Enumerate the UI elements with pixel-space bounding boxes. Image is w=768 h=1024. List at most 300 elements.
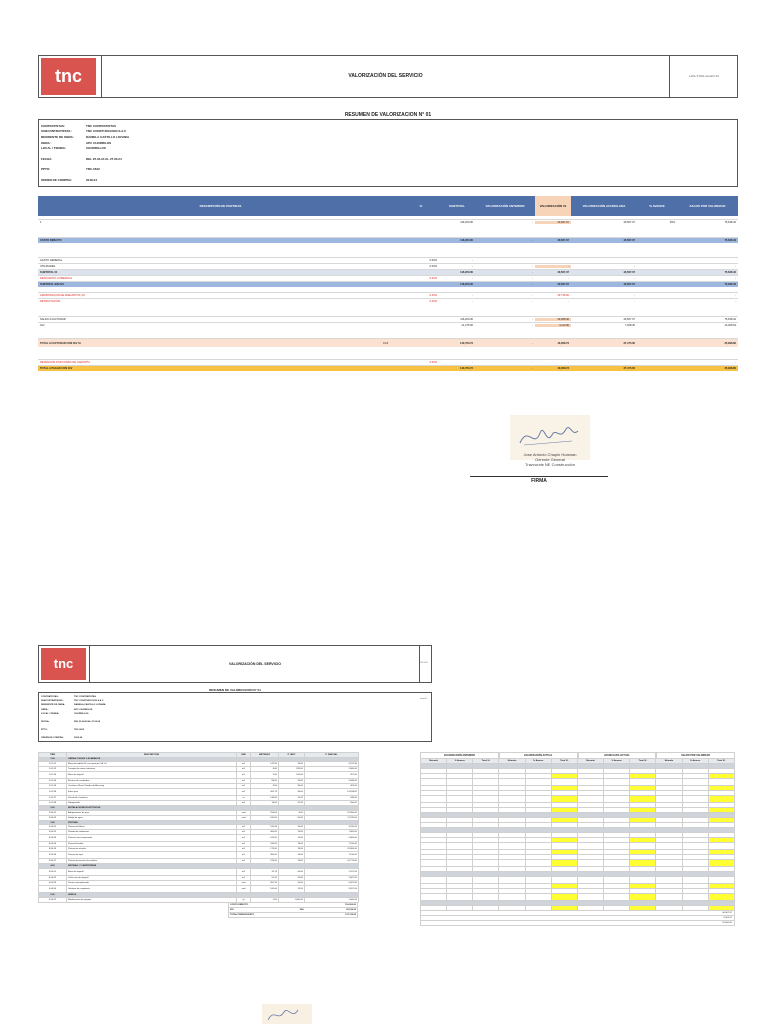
valuation-total: 6,302.07 <box>723 916 732 919</box>
valuation-cell <box>604 859 630 866</box>
valuation-cell <box>656 893 682 900</box>
cell-und: m2 <box>237 801 251 806</box>
sub-header: Total S/. <box>708 759 734 764</box>
valuation-cell <box>551 893 577 900</box>
cell-pu: 12.00 <box>279 885 305 892</box>
cell-actual: 33,388.40 <box>535 318 571 321</box>
cell-anterior: - <box>532 265 533 268</box>
info-label: FECHA: <box>41 156 53 161</box>
cell-subtotal: - <box>472 300 473 303</box>
cell-item: 2.00 <box>39 806 67 811</box>
sub-header: % Avance <box>525 759 551 764</box>
cell-par: 1,000.00 <box>305 897 359 902</box>
cell-acumulada: - <box>634 361 635 364</box>
cell-pu: 15.47 <box>279 796 305 801</box>
cell-par: 2,946.00 <box>305 779 359 784</box>
valuation-cell <box>551 778 577 785</box>
cell-met: 1.00 <box>251 897 279 902</box>
valuation-cell <box>473 859 499 866</box>
cell-met: 89.00 <box>251 779 279 784</box>
cell-item: 1.01.06 <box>39 789 67 796</box>
cell-actual: 40,068.73 <box>557 367 569 370</box>
valuation-cell <box>682 778 708 785</box>
cell-desc: Muro de drywall <box>67 772 237 779</box>
group-header: ACUMULADA ACTUAL <box>578 752 657 758</box>
cell-actual: - <box>568 361 569 364</box>
cell-desc: Tarrajeo de muros interiores <box>67 767 237 772</box>
valuation-row <box>421 795 735 802</box>
cell-saldo: 35,998.80 <box>724 341 736 345</box>
cell-saldo: - <box>735 294 736 297</box>
valuation-cell <box>656 842 682 849</box>
cell-desc: Falso piso <box>67 789 237 796</box>
cell-pu: 8.00 <box>279 810 305 815</box>
cell-und: m2 <box>237 779 251 784</box>
sub-header: Metrado <box>656 759 682 764</box>
valuation-cell <box>499 842 525 849</box>
cell-item: 3.00.07 <box>39 859 67 864</box>
valuation-grid <box>420 752 735 926</box>
cell-par: 11,370.00 <box>305 815 359 820</box>
cell-pu: 33.00 <box>279 762 305 767</box>
valuation-cell <box>447 893 473 900</box>
valuation-cell <box>604 842 630 849</box>
cell-saldo: 75,638.42 <box>724 271 736 274</box>
cell-met: 492.73 <box>251 789 279 796</box>
info-label: SUBCONTRATISTAS : <box>41 129 73 134</box>
valuation-cell <box>421 778 447 785</box>
valuation-cell <box>551 795 577 802</box>
cell-pu: 100.00 <box>279 772 305 779</box>
cell-und: m2 <box>237 825 251 830</box>
valuation-cell <box>551 842 577 849</box>
cell-saldo: 75,638.42 <box>724 221 736 224</box>
cell-saldo: 75,638.42 <box>724 283 736 286</box>
valuation-row <box>421 905 735 910</box>
valuation-cell <box>473 778 499 785</box>
cell-par: 346.00 <box>305 796 359 801</box>
cell-desc: RETENCION POR FONDO DE GARANTÍA <box>40 361 91 364</box>
cell-met: 100.00 <box>251 835 279 842</box>
cell-met: 8.50 <box>251 784 279 789</box>
info-value: CHORRILLOS <box>86 146 106 151</box>
cell-par: 41,774.00 <box>305 859 359 864</box>
cell-pu: 18.00 <box>279 852 305 859</box>
cell-actual: 33,567.07 <box>535 221 571 224</box>
valuation-cell <box>525 795 551 802</box>
valuation-cell <box>447 795 473 802</box>
cell-und: m2 <box>237 835 251 842</box>
valuation-cell <box>630 859 656 866</box>
valuation-cell <box>499 905 525 910</box>
cell-anterior: - <box>532 277 533 280</box>
valuation-row <box>421 893 735 900</box>
valuation-cell <box>473 905 499 910</box>
valuation-cell <box>577 905 603 910</box>
cell-und: und <box>237 885 251 892</box>
cell-item: 4.00.04 <box>39 885 67 892</box>
cell-item: 5.00 <box>39 892 67 897</box>
cell-par: 650.00 <box>305 801 359 806</box>
col-header: P. UNIT. <box>279 753 305 758</box>
total-pct: 18% <box>299 908 304 911</box>
valuation-cell <box>682 795 708 802</box>
cell-item: 5.00.01 <box>39 897 67 902</box>
cell-item: 2.00.01 <box>39 810 67 815</box>
cell-pu: 54.00 <box>279 868 305 875</box>
cell-desc: Pintura Latex Supermate <box>67 835 237 842</box>
cell-desc: Solaqueado <box>67 801 237 806</box>
cell-par: 7,150.00 <box>305 852 359 859</box>
valuation-cell <box>682 876 708 883</box>
cell-desc: Puerta contraplacada <box>67 880 237 885</box>
cell-met: 310.00 <box>251 842 279 847</box>
valuation-cell <box>447 905 473 910</box>
cell-pct: 0.00% <box>429 277 437 280</box>
valuation-cell <box>421 859 447 866</box>
cell-item: 4.00.02 <box>39 875 67 880</box>
cell-anterior: - <box>532 271 533 274</box>
info-value: DANIELA CASTILLO LOZANIA <box>74 704 106 707</box>
sub-header: Metrado <box>421 759 447 764</box>
cell-acumulada: 40,567.07 <box>623 271 635 274</box>
cell-subtotal: 116,200.00 <box>460 271 473 274</box>
info-value: DANIELA CASTILLO LOZANIA <box>86 134 130 139</box>
cell-item: 4.00 <box>39 864 67 869</box>
cell-pu: 10.00 <box>279 825 305 830</box>
info-value: 2018-24 <box>86 178 98 183</box>
info-row <box>41 156 341 162</box>
info-label: PPTO: <box>41 728 48 731</box>
valuation-cell <box>551 876 577 883</box>
valuation-cell <box>499 859 525 866</box>
col-header: UND <box>237 753 251 758</box>
signature-role: Gerente General <box>535 457 565 462</box>
table-header: DESCRIPCIÓN DE PARTIDAS % SUBTOTAL VALORIZACIÓN ANTERIOR VALORIZACIÓN 01 VALORIZACIÓN ACUMULADA % AVANCE SALDO POR VALORIZAR <box>38 196 738 216</box>
info-value: TNC-0612 <box>74 728 85 731</box>
cell-par: 4,021.00 <box>305 880 359 885</box>
valuation-cell <box>525 859 551 866</box>
info-value: CHORRILLOS <box>74 712 89 715</box>
valuation-cell <box>577 795 603 802</box>
info-row <box>41 728 241 732</box>
group-header: VALORIZACIÓN ANTERIOR <box>420 752 499 758</box>
valuation-cell <box>630 795 656 802</box>
cell-und: m <box>237 796 251 801</box>
sub-header: % Avance <box>447 759 473 764</box>
valuation-cell <box>499 795 525 802</box>
cell-und: m2 <box>237 830 251 835</box>
cell-desc: AMORTIZACION DE ADELANTOS (%) <box>40 294 86 297</box>
cell-par: 267.00 <box>305 772 359 779</box>
cell-met: 764.00 <box>251 810 279 815</box>
valuation-cell <box>473 795 499 802</box>
cell-und: und <box>237 810 251 815</box>
cell-desc: SUBTOTAL 01 <box>40 271 58 274</box>
info-row <box>41 167 341 173</box>
cell-actual: 33,567.07 <box>557 283 569 286</box>
col-header: METRADO <box>251 753 279 758</box>
page2-code: LOG-T-001-versión 01 <box>420 663 429 700</box>
cell-desc: DETRACTACIÓN <box>40 300 61 303</box>
valuation-cell <box>682 893 708 900</box>
info-value: DEL 25.04.24 AL 27.03.24 <box>74 720 100 723</box>
info-value: APC CHORRILOS <box>74 708 93 711</box>
total-row <box>228 913 358 918</box>
cell-anterior: - <box>532 239 533 242</box>
cell-item: 3.00.02 <box>39 830 67 835</box>
cell-actual: 40,068.73 <box>557 341 569 345</box>
cell-met: 140.00 <box>251 796 279 801</box>
page2-title: VALORIZACIÓN DEL SERVICIO <box>229 662 281 666</box>
cell-desc: TOTAL A FACTURAR CON IGV S/. <box>40 341 82 345</box>
valuation-cell <box>708 795 734 802</box>
page2-info-block <box>38 692 432 742</box>
sub-header: Total S/. <box>473 759 499 764</box>
cell-desc: Pintado de ambientes <box>67 830 237 835</box>
cell-pu: 50.00 <box>279 815 305 820</box>
cell-item: 1.01.08 <box>39 801 67 806</box>
valuation-cell <box>630 778 656 785</box>
cell-pu: 36.00 <box>279 789 305 796</box>
valuation-cell <box>630 893 656 900</box>
valuation-cell <box>525 778 551 785</box>
total-label: TOTAL PRESUPUESTO <box>230 913 255 916</box>
cell-desc: Zócalo de Cerámico <box>67 796 237 801</box>
cell-par: 302.00 <box>305 784 359 789</box>
cell-pu: 1,000.00 <box>279 897 305 902</box>
valuation-cell <box>447 859 473 866</box>
cell-pu: 33.00 <box>279 779 305 784</box>
info-label: RESIDENTE DE OBRA: <box>41 134 74 139</box>
cell-actual: 33,567.07 <box>557 271 569 274</box>
cell-desc: COSTO DIRECTO <box>40 239 62 242</box>
cell-desc: PINTURA <box>67 820 237 825</box>
summary-row <box>38 237 738 243</box>
valuation-cell <box>551 905 577 910</box>
cell-acumulada: 7,028.40 <box>624 324 635 327</box>
info-label: ORDEN DE COMPRA: <box>41 736 64 739</box>
cell-pu: 18.00 <box>279 859 305 864</box>
cell-met: 175.00 <box>251 847 279 852</box>
valuation-cell <box>656 778 682 785</box>
total-label: COSTO DIRECTO <box>230 903 249 906</box>
cell-subtotal: 116,200.00 <box>460 239 473 242</box>
cell-desc: Ventana de carpintería <box>67 885 237 892</box>
summary-row <box>38 298 738 304</box>
info-value: TNC CONTRATISTAS <box>86 123 117 128</box>
cell-und: m2 <box>237 859 251 864</box>
valuation-cell <box>682 842 708 849</box>
cell-anterior: - <box>532 367 533 370</box>
valuation-cell <box>421 795 447 802</box>
cell-pu: 10.00 <box>279 880 305 885</box>
cell-pu: 36.00 <box>279 784 305 789</box>
valuation-cell <box>708 893 734 900</box>
cell-par: 3,310.00 <box>305 825 359 830</box>
cell-actual: 4,113.90 <box>535 324 571 327</box>
cell-pu: 37.00 <box>279 801 305 806</box>
cell-desc: Pintura de puertas de madera <box>67 859 237 864</box>
valuation-cell <box>499 893 525 900</box>
tnc-logo-2: tnc <box>41 648 86 680</box>
cell-acumulada: 37,475.00 <box>623 341 635 345</box>
page2-summary-title: RESUMEN DE VALORIZACION N° 01 <box>209 688 261 692</box>
cell-anterior: - <box>532 294 533 297</box>
cell-acumulada: 40,567.07 <box>623 221 635 224</box>
cell-item: 1.01.01 <box>39 762 67 767</box>
cell-und: m2 <box>237 772 251 779</box>
cell-saldo: 75,638.42 <box>724 239 736 242</box>
cell-item: 1.01.03 <box>39 772 67 779</box>
valuation-cell <box>421 893 447 900</box>
cell-acumulada: 40,567.07 <box>623 239 635 242</box>
table-row <box>39 868 359 875</box>
cell-pu: 320.00 <box>279 767 305 772</box>
cell-pu: 15.00 <box>279 835 305 842</box>
signature-company: Trazcorale NE Construcción <box>525 462 575 467</box>
valuation-cell <box>656 876 682 883</box>
cell-par: 7,400.00 <box>305 830 359 835</box>
cell-met: 100.00 <box>251 885 279 892</box>
cell-desc: OBRAS CIVILES Y ACABADOS <box>67 757 237 762</box>
cell-subtotal: 116,200.00 <box>460 221 473 224</box>
info-row <box>41 720 241 724</box>
total-value: 137,116.00 <box>345 913 356 916</box>
cell-desc: Cielo raso de drywall <box>67 875 237 880</box>
cell-actual: - <box>568 277 569 280</box>
signature-name: Jose Antonio Chapin Huaman <box>523 452 577 457</box>
sub-header: % Avance <box>604 759 630 764</box>
valuation-cell <box>577 778 603 785</box>
cell-anterior: - <box>532 341 533 345</box>
cell-par: 1,667.00 <box>305 875 359 880</box>
cell-und: m2 <box>237 847 251 852</box>
table-row <box>39 885 359 892</box>
cell-subtotal: 21,475.00 <box>461 324 473 327</box>
valuation-cell <box>630 842 656 849</box>
valuation-cell <box>708 905 734 910</box>
cell-desc: SALDO A FACTURAR <box>40 318 66 321</box>
cell-met: 32.73 <box>251 868 279 875</box>
table-row <box>39 835 359 842</box>
summary-title: RESUMEN DE VALORIZACION N° 01 <box>344 112 432 118</box>
valuation-cell <box>604 778 630 785</box>
cell-desc: Muro de ladrillo KK con mortero C:A 1:4 <box>67 762 237 767</box>
igv-rate: 0.18 <box>383 342 389 345</box>
cell-item: 3.00.05 <box>39 847 67 852</box>
cell-und: m2 <box>237 875 251 880</box>
valuation-row <box>421 842 735 849</box>
cell-par: 7,315.00 <box>305 842 359 847</box>
cell-acumulada: 40,567.07 <box>623 283 635 286</box>
valuation-row <box>421 778 735 785</box>
valuation-row <box>421 859 735 866</box>
cell-und: m2 <box>237 767 251 772</box>
summary-row <box>38 219 738 225</box>
total-value: 116,200.00 <box>345 903 356 906</box>
cell-item: 4.00.03 <box>39 880 67 885</box>
cell-pct: 0.00% <box>429 361 437 364</box>
valuation-cell <box>656 859 682 866</box>
page1-header <box>38 55 738 98</box>
valuation-cell <box>577 893 603 900</box>
valuation-total: 47,600.00 <box>722 921 732 924</box>
cell-subtotal: - <box>472 361 473 364</box>
info-label: LOCAL / TIENDA: <box>41 146 66 151</box>
cell-desc: Adaptaciones de piso <box>67 810 237 815</box>
valuation-cell <box>708 876 734 883</box>
info-label: CONTRATISTAS: <box>41 123 66 128</box>
cell-subtotal: 116,200.00 <box>460 283 473 286</box>
cell-actual: - <box>535 265 571 268</box>
cell-desc: Muro de drywall <box>67 868 237 875</box>
info-value: TNC CONTRATISTAS <box>74 696 96 699</box>
table-row <box>39 852 359 859</box>
cell-desc: Pintura de rejas <box>67 852 237 859</box>
info-label: RESIDENTE DE OBRA: <box>41 704 65 707</box>
cell-actual: 33,738.00 <box>557 294 569 297</box>
cell-met: 19.00 <box>251 801 279 806</box>
cell-item: 4.00.01 <box>39 868 67 875</box>
sub-header: Metrado <box>499 759 525 764</box>
cell-desc: 1 <box>40 221 42 224</box>
cell-pu: 19.00 <box>279 830 305 835</box>
sub-header: Total S/. <box>630 759 656 764</box>
cell-item: 3.00.03 <box>39 835 67 842</box>
cell-und: gl <box>237 897 251 902</box>
cell-pct: 0.00% <box>429 259 437 262</box>
cell-saldo: 35,998.80 <box>724 367 736 370</box>
total-value: 20,916.00 <box>346 908 356 911</box>
cell-item: 1.01.07 <box>39 796 67 801</box>
cell-met: 3.00 <box>251 772 279 779</box>
valuation-total: 40,567.07 <box>722 911 732 914</box>
cell-par: 31,900.00 <box>305 847 359 852</box>
budget-table <box>38 752 358 918</box>
cell-met: 376.00 <box>251 859 279 864</box>
cell-met: 8.00 <box>251 767 279 772</box>
cell-actual: - <box>568 300 569 303</box>
valuation-cell <box>604 795 630 802</box>
cell-par: 3,267.00 <box>305 885 359 892</box>
cell-saldo: 13,468.64 <box>724 324 736 327</box>
cell-desc: UTILIDADES <box>40 265 56 268</box>
cell-desc: DESCUENTO COMERCIAL <box>40 277 73 280</box>
info-label: PPTO: <box>41 167 51 172</box>
cell-anterior: - <box>532 221 533 224</box>
cell-acumulada: - <box>634 294 635 297</box>
cell-met: 510.46 <box>251 825 279 830</box>
info-block <box>38 119 738 187</box>
valuation-cell <box>421 905 447 910</box>
summary-row <box>38 365 738 371</box>
cell-subtotal: 140,700.72 <box>460 341 473 345</box>
group-header: VALORIZACIÓN ACTUAL <box>499 752 578 758</box>
valuation-cell <box>473 893 499 900</box>
cell-anterior: - <box>532 361 533 364</box>
valuation-cell <box>682 905 708 910</box>
cell-subtotal: - <box>472 277 473 280</box>
cell-desc: GASTO GENERAL <box>40 259 63 262</box>
cell-acumulada: - <box>634 265 635 268</box>
sub-header: Total S/. <box>551 759 577 764</box>
valuation-cell <box>656 905 682 910</box>
cell-par: 2,900.00 <box>305 835 359 842</box>
table-row <box>39 789 359 796</box>
cell-acumulada: - <box>634 277 635 280</box>
cell-subtotal: - <box>472 265 473 268</box>
